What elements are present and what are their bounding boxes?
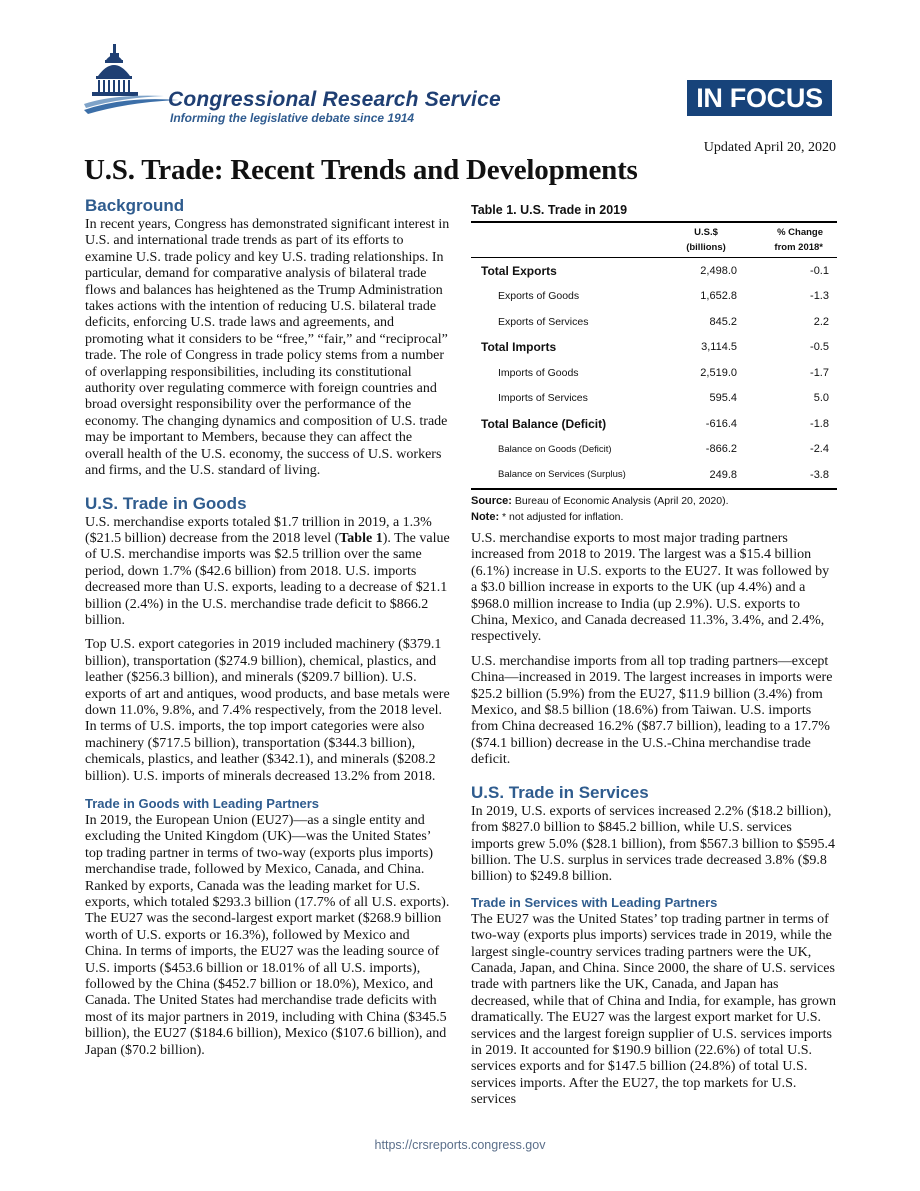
table-row: Balance on Goods (Deficit) -866.2 -2.4 [498,443,829,456]
imports-partners-paragraph: U.S. merchandise imports from all top trading partners—except China—increased in 2019. The largest increases in imports were $25.2 billion (5.9%) from the EU27, $11.9 billion (3.4%) from Mexico, and $8.5 billion (18.6%) from Taiwan. U.S. imports from China decreased 16.2% ($87.7 billion), leading to a 17.7% ($74.1 billion) decrease in the U.S.-China merchandise trade deficit. [471,653,833,768]
goods-partners-paragraph: In 2019, the European Union (EU27)—as a single entity and excluding the United Kingdom (UK)—was the United States’ top trading partner in terms of two-way (exports plus imports) merchandise trade, followed by Mexico, Canada, and China. Ranked by exports, Canada was the leading market for U.S. exports, which totaled $293.3 billion (17.7% of all U.S. exports). The EU27 was the second-largest export market ($268.9 billion worth of U.S. exports or 16.3%), followed by Mexico and China. In terms of imports, the EU27 was the leading source of U.S. imports ($453.6 billion or 18.01% of all U.S. imports), followed by the China ($452.7 billion or 18.0%), Mexico, and Canada. The United States had merchandise trade deficits with most of its major partners in 2019, including with China ($345.5 billion), the EU27 ($184.6 billion), Mexico ($107.6 billion), and Japan ($70.2 billion). [85,813,450,1058]
table-row: Exports of Goods 1,652.8 -1.3 [498,290,829,303]
right-column [471,531,837,1117]
trade-table [471,203,837,525]
goods-partners-heading: Trade in Goods with Leading Partners [85,796,320,811]
in-focus-badge: IN FOCUS [687,80,832,116]
goods-paragraph-1: U.S. merchandise exports totaled $1.7 trillion in 2019, a 1.3% ($21.5 billion) decrease from the 2018 level (Table 1). The value of U.S. merchandise imports was $2.5 trillion over the same period, down 1.7% ($42.6 billion) from 2018. U.S. imports decreased more than U.S. exports, leading to a decrease of $21.1 billion (2.4%) in the U.S. merchandise trade deficit to $866.2 billion. [85,514,450,628]
col-usd-header: U.S.$ (billions) [686,227,726,253]
background-heading: Background [85,196,185,215]
table-row: Total Balance (Deficit) -616.4 -1.8 [481,416,829,431]
exports-partners-paragraph: U.S. merchandise exports to most major trading partners increased from 2018 to 2019. The largest was a $15.4 billion (6.1%) increase in U.S. exports to the EU27. It was followed by a $3.0 billion increase in exports to the UK (up 4.4%) and a $968.0 million increase to India (up 2.9%). U.S. exports to China, Mexico, and Canada decreased 11.3%, 3.4%, and 2.4%, respectively. [471,531,830,645]
services-partners-heading: Trade in Services with Leading Partners [471,894,718,910]
table-caption: Table 1. U.S. Trade in 2019 [471,203,628,217]
table-source: Source: Bureau of Economic Analysis (April 20, 2020). [471,494,729,507]
table-header [471,223,837,258]
org-name: Congressional Research Service [168,88,501,111]
table-reference: Table 1 [339,530,383,546]
goods-paragraph-2: Top U.S. export categories in 2019 included machinery ($379.1 billion), transportation ($274.9 billion), chemical, plastics, and leather ($256.3 billion), and minerals ($209.7 billion). U.S. exports of art and antiques, wood products, and base metals were down 11.0%, 9.8%, and 7.4% respectively, from the 2018 level. In terms of U.S. imports, the top import categories were also machinery ($717.5 billion), transportation ($344.3 billion), chemicals, plastics, and leather ($342.1), and minerals ($208.2 billion). U.S. imports of minerals decreased 13.2% from 2018. [85,637,450,784]
services-paragraph: In 2019, U.S. exports of services increased 2.2% ($18.2 billion), from $827.0 billion to $845.2 billion, while U.S. services imports grew 5.0% ($28.1 billion), from $567.3 billion to $595.4 billion. The U.S. surplus in services trade decreased 3.8% ($9.8 billion) to $249.8 billion. [471,803,835,885]
background-paragraph: In recent years, Congress has demonstrated significant interest in U.S. and international trade trends as part of its efforts to examine U.S. trade policy and key U.S. trading relationships. In particular, demand for comparative analysis of bilateral trade flows and balances has heightened as the Trump Administration takes actions with the intention of reducing U.S. bilateral trade deficits, enforcing U.S. trade laws and agreements, and promoting what it considers to be “free,” “fair,” and “reciprocal” trade. The role of Congress in trade policy stems from a number of overlapping responsibilities, including its constitutional authority over regulating commerce with foreign countries and broad oversight responsibility over the performance of the economy. The changing dynamics and composition of U.S. trade may be important to Members, because they can affect the overall health of the U.S. economy, the success of U.S. workers and firms, and the U.S. standard of living. [85,217,450,479]
services-partners-paragraph: The EU27 was the United States’ top trading partner in terms of two-way (exports plus imports) services trade in 2019, while the largest single-country services trading partners were the UK, Canada, Japan, and China. Since 2000, the share of U.S. services trade with partners like the UK, Canada, and Japan has decreased, while that of China and India, for example, has grown dramatically. The EU27 was the largest export market for U.S. services and the largest foreign supplier of U.S. services imports in 2019. It accounted for $190.9 billion (22.6%) of total U.S. services exports and for $147.5 billion (24.8%) of total U.S. services imports. After the EU27, the top markets for U.S. services [471,911,837,1108]
crs-reports-link[interactable]: https://crsreports.congress.gov [374,1138,546,1152]
table-note: Note: * not adjusted for inflation. [471,510,624,523]
services-heading: U.S. Trade in Services [471,782,649,802]
table-row: Balance on Services (Surplus) 249.8 -3.8 [498,468,829,481]
org-tagline: Informing the legislative debate since 1914 [170,111,415,125]
table-row: Imports of Goods 2,519.0 -1.7 [498,366,829,379]
table-row: Total Imports 3,114.5 -0.5 [481,340,829,355]
table-row: Total Exports 2,498.0 -0.1 [481,263,829,278]
page-title: U.S. Trade: Recent Trends and Developments [84,154,638,186]
table-row: Imports of Services 595.4 5.0 [498,392,829,405]
left-column [85,196,450,1067]
table-row: Exports of Services 845.2 2.2 [498,315,829,328]
updated-date: Updated April 20, 2020 [703,140,836,155]
goods-heading: U.S. Trade in Goods [85,493,247,513]
col-change-header: % Change from 2018* [774,227,823,253]
